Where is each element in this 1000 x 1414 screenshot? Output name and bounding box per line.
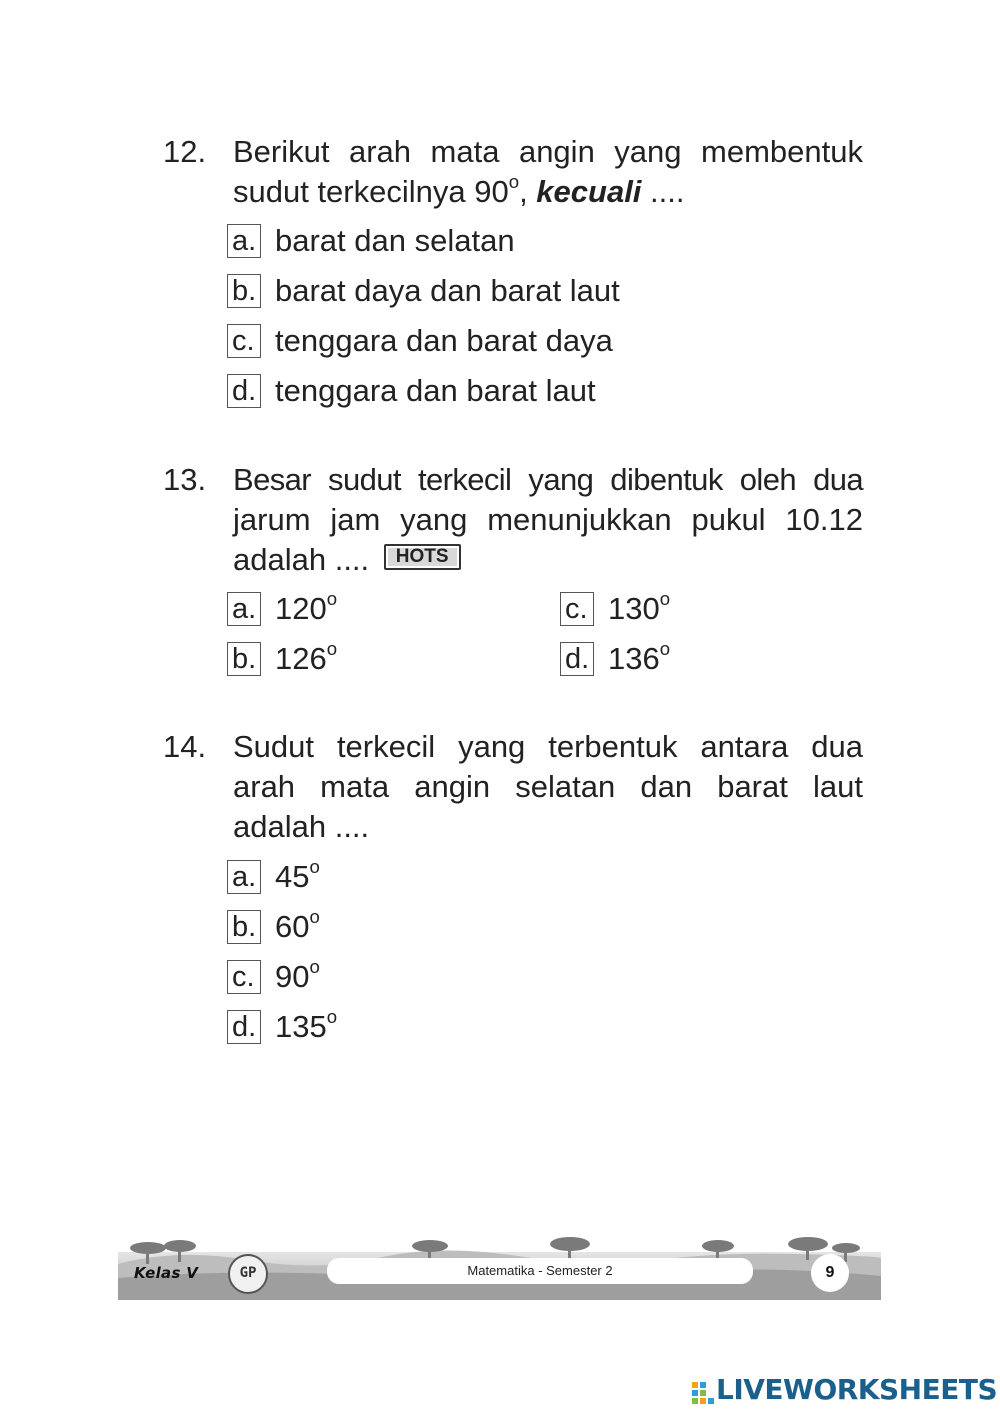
question-stem-line: arah mata angin selatan dan barat laut xyxy=(233,769,863,804)
degree-sign: o xyxy=(659,587,671,609)
question-stem-line: jarum jam yang menunjukkan pukul 10.12 xyxy=(233,502,863,537)
publisher-logo: GP xyxy=(228,1254,268,1294)
footer-banner xyxy=(118,1234,881,1300)
degree-sign: o xyxy=(326,637,338,659)
option-13a[interactable] xyxy=(227,589,337,629)
option-14c[interactable] xyxy=(227,957,320,997)
liveworksheets-watermark xyxy=(692,1372,997,1408)
answer-box[interactable]: c. xyxy=(227,324,261,358)
answer-box[interactable]: b. xyxy=(227,642,261,676)
answer-box[interactable]: c. xyxy=(227,960,261,994)
degree-sign: o xyxy=(326,587,338,609)
option-text: barat dan selatan xyxy=(275,223,515,258)
answer-box[interactable]: d. xyxy=(227,374,261,408)
degree-sign: o xyxy=(326,1005,338,1027)
question-stem-line: Berikut arah mata angin yang membentuk xyxy=(233,134,863,169)
emphasis-text: kecuali xyxy=(536,174,642,209)
option-12a[interactable] xyxy=(227,221,515,261)
option-text: 136 xyxy=(608,641,660,676)
option-text: 135 xyxy=(275,1009,327,1044)
option-13c[interactable] xyxy=(560,589,670,629)
question-number: 13. xyxy=(163,462,207,497)
question-stem-line xyxy=(233,540,863,580)
option-12d[interactable] xyxy=(227,371,596,411)
option-12b[interactable] xyxy=(227,271,620,311)
option-12c[interactable] xyxy=(227,321,613,361)
question-stem-line: Sudut terkecil yang terbentuk antara dua xyxy=(233,729,863,764)
option-text: 126 xyxy=(275,641,327,676)
option-text: 60 xyxy=(275,909,310,944)
option-text: barat daya dan barat laut xyxy=(275,273,620,308)
question-number: 12. xyxy=(163,134,207,169)
option-13b[interactable] xyxy=(227,639,337,679)
question-number: 14. xyxy=(163,729,207,764)
option-text: 90 xyxy=(275,959,310,994)
question-stem-line xyxy=(233,172,863,212)
option-text: tenggara dan barat daya xyxy=(275,323,613,358)
question-12 xyxy=(163,132,863,212)
answer-box[interactable]: c. xyxy=(560,592,594,626)
degree-sign: o xyxy=(659,637,671,659)
option-14a[interactable] xyxy=(227,857,320,897)
stem-text: .... xyxy=(641,174,685,209)
subject-label: Matematika - Semester 2 xyxy=(327,1258,753,1284)
question-stem-line: Besar sudut terkecil yang dibentuk oleh dua xyxy=(233,462,863,497)
question-14 xyxy=(163,727,863,847)
answer-box[interactable]: b. xyxy=(227,910,261,944)
option-text: tenggara dan barat laut xyxy=(275,373,596,408)
option-text: 130 xyxy=(608,591,660,626)
degree-sign: o xyxy=(309,855,320,877)
answer-box[interactable]: d. xyxy=(560,642,594,676)
answer-box[interactable]: b. xyxy=(227,274,261,308)
option-14d[interactable] xyxy=(227,1007,337,1047)
page-number: 9 xyxy=(811,1254,849,1292)
watermark-text: LIVEWORKSHEETS xyxy=(716,1373,998,1406)
question-stem-line: adalah .... xyxy=(233,809,370,844)
option-text: 120 xyxy=(275,591,327,626)
answer-box[interactable]: d. xyxy=(227,1010,261,1044)
liveworksheets-logo-icon xyxy=(692,1377,714,1399)
stem-text: , xyxy=(519,174,537,209)
option-text: 45 xyxy=(275,859,310,894)
option-13d[interactable] xyxy=(560,639,670,679)
question-13 xyxy=(163,460,863,580)
answer-box[interactable]: a. xyxy=(227,860,261,894)
degree-sign: o xyxy=(508,170,520,192)
answer-box[interactable]: a. xyxy=(227,592,261,626)
stem-text: adalah .... xyxy=(233,542,370,577)
hots-badge: HOTS xyxy=(384,544,461,570)
option-14b[interactable] xyxy=(227,907,320,947)
degree-sign: o xyxy=(309,905,320,927)
class-label: Kelas V xyxy=(134,1264,199,1282)
stem-text: sudut terkecilnya 90 xyxy=(233,174,509,209)
degree-sign: o xyxy=(309,955,320,977)
answer-box[interactable]: a. xyxy=(227,224,261,258)
